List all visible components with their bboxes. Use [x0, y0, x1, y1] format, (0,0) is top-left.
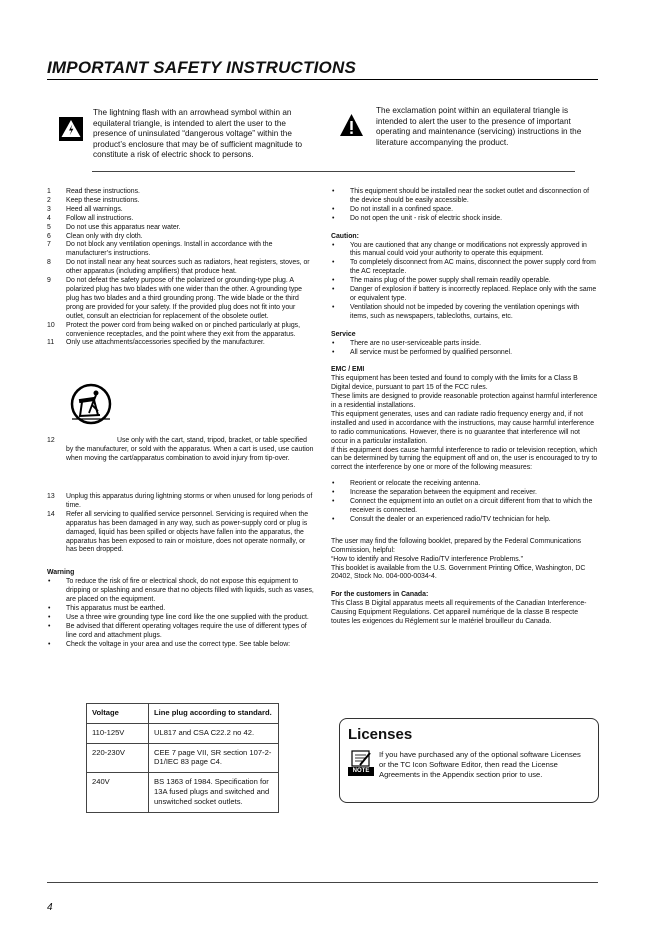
list-item — [47, 277, 314, 322]
voltage-table — [86, 703, 279, 813]
instructions-list-cont — [47, 493, 314, 555]
list-item — [47, 215, 314, 224]
instructions-list — [47, 188, 314, 348]
bullet-item — [331, 259, 598, 277]
lightning-icon — [59, 117, 83, 146]
item-text: Do not open the unit - risk of electric shock inside. — [350, 214, 503, 222]
exclamation-symbol-text: The exclamation point within an equilateral triangle is intended to alert the user to the presence of important operating and maintenance (servicing) instructions in the literature accompanying the product. — [376, 106, 582, 147]
item-text: Do not block any ventilation openings. Install in accordance with the manufacturer’s instructions. — [66, 241, 273, 258]
table-cell: 240V — [87, 773, 149, 812]
warning-list — [47, 578, 314, 649]
list-item — [47, 511, 314, 556]
bullet-item — [47, 578, 314, 605]
item-text: Be advised that different operating voltages require the use of different types of line cord and attachment plugs. — [66, 622, 307, 639]
bullet-item — [331, 188, 598, 206]
table-row — [87, 743, 279, 773]
item-number: 11 — [47, 339, 55, 347]
right-column — [331, 188, 598, 627]
item-text: Do not defeat the safety purpose of the polarized or grounding-type plug. A polarized plug has two blades with one wider than the other. A grounding type plug has two blades and a third grounding prong. The wide blade or the third prong are provided for your safety. If the provided plug does not fit into your outlet, consult an electrician for replacement of the obsolete outlet. — [66, 277, 302, 320]
emc-heading: EMC / EMI — [331, 366, 365, 374]
bullet-item — [331, 498, 598, 516]
item-number: 14 — [47, 510, 55, 518]
caution-list — [331, 242, 598, 322]
table-cell: 110-125V — [87, 723, 149, 743]
list-item — [47, 322, 314, 340]
emc-paragraph: This equipment has been tested and found to comply with the limits for a Class B Digital device, pursuant to part 15 of the FCC rules. — [331, 375, 578, 392]
list-item — [47, 206, 314, 215]
item-number: 5 — [47, 223, 51, 231]
booklet-title: “How to identify and Resolve Radio/TV interference Problems.” — [331, 555, 523, 563]
item-text: All service must be performed by qualified personnel. — [350, 348, 513, 356]
item-text: Connect the equipment into an outlet on a circuit different from that to which the receiver is connected. — [350, 498, 593, 514]
bullet-item — [331, 242, 598, 260]
item-text: Ventilation should not be impeded by covering the ventilation openings with items, such as newspapers, tablecloths, curtains, etc. — [350, 303, 580, 320]
bullet-item — [47, 614, 314, 623]
instruction-12 — [47, 437, 314, 464]
item-text: Do not install near any heat sources such as radiators, heat registers, stoves, or other apparatus (including amplifiers) that produce heat. — [66, 259, 310, 276]
list-item — [47, 224, 314, 233]
item-number: 10 — [47, 321, 55, 329]
bullet-item — [331, 277, 598, 286]
list-item — [47, 241, 314, 259]
bullet-mark: • — [332, 303, 335, 311]
item-text: Do not install in a confined space. — [350, 205, 454, 213]
item-text: Use a three wire grounding type line cord like the one supplied with the product. — [66, 613, 309, 621]
item-text: Read these instructions. — [66, 188, 140, 195]
bullet-item — [331, 286, 598, 304]
list-item — [47, 197, 314, 206]
canada-heading: For the customers in Canada: — [331, 591, 429, 599]
item-number: 12 — [47, 437, 55, 444]
item-number: 7 — [47, 241, 51, 249]
page-title: IMPORTANT SAFETY INSTRUCTIONS — [47, 58, 356, 77]
licenses-title: Licenses — [348, 726, 413, 743]
bullet-item — [331, 215, 598, 224]
item-text: Refer all servicing to qualified service personnel. Servicing is required when the apparatus has been damaged in any way, such as power-supply cord or plug is damaged, liquid has been spilled or objects have fallen into the apparatus, the apparatus has been exposed to rain or moisture, does not operate normally, or has been dropped. — [66, 510, 309, 554]
licenses-text: If you have purchased any of the optional software Licenses or the TC Icon Software Editor, then read the License Agreements in the Appendix section prior to use. — [379, 750, 581, 779]
list-item — [47, 339, 314, 348]
exclamation-icon — [339, 113, 364, 142]
list-item — [47, 493, 314, 511]
item-text: Keep these instructions. — [66, 196, 140, 204]
bullet-mark: • — [332, 188, 335, 195]
item-number: 1 — [47, 188, 51, 195]
bullet-item — [331, 206, 598, 215]
item-text: You are cautioned that any change or modifications not expressly approved in this manual could void your authority to operate this equipment. — [350, 241, 587, 258]
item-number: 13 — [47, 493, 55, 500]
item-text: Clean only with dry cloth. — [66, 232, 143, 240]
bullet-item — [47, 605, 314, 614]
item-text: This apparatus must be earthed. — [66, 604, 166, 612]
item-text: To completely disconnect from AC mains, disconnect the power supply cord from the AC receptacle. — [350, 259, 596, 276]
bullet-item — [331, 489, 598, 498]
emc-measures-list — [331, 480, 598, 525]
bullet-mark: • — [332, 489, 335, 497]
bullet-mark: • — [48, 604, 51, 612]
table-header-row — [87, 704, 279, 724]
bullet-mark: • — [332, 277, 335, 285]
table-cell: UL817 and CSA C22.2 no 42. — [149, 723, 279, 743]
bullet-item — [331, 304, 598, 322]
caution-heading: Caution: — [331, 232, 359, 240]
table-header: Line plug according to standard. — [149, 704, 279, 724]
item-text: This equipment should be installed near the socket outlet and disconnection of the device should be easily accessible. — [350, 188, 590, 204]
item-text: Check the voltage in your area and use the correct type. See table below: — [66, 640, 291, 648]
service-list — [331, 340, 598, 358]
note-label: NOTE — [352, 768, 370, 774]
licenses-box — [339, 718, 599, 803]
booklet-paragraph: This booklet is available from the U.S. Government Printing Office, Washington, DC 20402, Stock No. 004-000-0034-4. — [331, 564, 586, 581]
item-text: The mains plug of the power supply shall remain readily operable. — [350, 277, 551, 285]
table-cell: BS 1363 of 1984. Specification for 13A fused plugs and switched and unswitched socket outlets. — [149, 773, 279, 812]
item-text: Danger of explosion if battery is incorrectly replaced. Replace only with the same or equivalent type. — [350, 286, 597, 302]
warning-heading: Warning — [47, 569, 75, 577]
bullet-mark: • — [332, 498, 335, 506]
installation-list — [331, 188, 598, 224]
list-item — [47, 259, 314, 277]
item-text: Use only with the cart, stand, tripod, bracket, or table specified by the manufacturer, or sold with the apparatus. When a cart is used, use caution when moving the cart/apparatus combination to avoid injury from tip-over. — [66, 437, 314, 462]
item-text: Consult the dealer or an experienced radio/TV technician for help. — [350, 515, 551, 523]
item-text: Heed all warnings. — [66, 205, 123, 213]
item-text: Reorient or relocate the receiving antenna. — [350, 480, 481, 488]
bullet-mark: • — [332, 205, 335, 213]
bullet-item — [47, 623, 314, 641]
bullet-mark: • — [332, 339, 335, 347]
bullet-mark: • — [332, 348, 335, 356]
item-text: Unplug this apparatus during lightning storms or when unused for long periods of time. — [66, 493, 313, 509]
bullet-item — [47, 641, 314, 650]
table-cell: 220-230V — [87, 743, 149, 773]
item-text: To reduce the risk of fire or electrical shock, do not expose this equipment to dripping or splashing and ensure that no objects filled with liquids, such as vases, are placed on the equipment. — [66, 578, 314, 604]
booklet-paragraph: The user may find the following booklet, prepared by the Federal Communications Commission, helpful: — [331, 537, 582, 554]
bullet-item — [331, 480, 598, 489]
list-item — [47, 188, 314, 197]
item-text: Follow all instructions. — [66, 214, 134, 222]
bullet-mark: • — [332, 214, 335, 222]
bullet-item — [331, 516, 598, 525]
item-number: 9 — [47, 277, 51, 285]
item-number: 8 — [47, 259, 51, 267]
item-number: 3 — [47, 205, 51, 213]
emc-paragraph: If this equipment does cause harmful interference to radio or television reception, which can be determined by turning the equipment off and on, the user is encouraged to try to correct the interference by one or more of the following measures: — [331, 446, 598, 472]
item-number: 4 — [47, 214, 51, 222]
page-number: 4 — [47, 902, 53, 913]
bullet-mark: • — [48, 578, 51, 586]
table-row — [87, 773, 279, 812]
emc-paragraph: These limits are designed to provide reasonable protection against harmful interference in a residential installations. — [331, 393, 598, 410]
table-cell: CEE 7 page VII, SR section 107-2-D1/IEC 83 page C4. — [149, 743, 279, 773]
bullet-item — [331, 340, 598, 349]
footer-rule — [47, 882, 598, 883]
item-text: Increase the separation between the equipment and receiver. — [350, 489, 537, 497]
bullet-mark: • — [332, 286, 335, 294]
table-header: Voltage — [87, 704, 149, 724]
left-column — [47, 188, 314, 348]
lightning-symbol-text: The lightning flash with an arrowhead symbol within an equilateral triangle, is intended to alert the user to the presence of uninsulated “dangerous voltage” within the product’s enclosure that may be of sufficient magnitude to constitute a risk of electric shock to persons. — [93, 108, 303, 160]
canada-text: This Class B Digital apparatus meets all requirements of the Canadian Interference-Causing Equipment Regulations. Cet appareil numérique de la classe B respecte toutes les exigences du Réglement sur le matériel brouilleur du Canada. — [331, 600, 587, 626]
bullet-mark: • — [48, 640, 51, 648]
item-number: 2 — [47, 196, 51, 204]
bullet-mark: • — [332, 480, 335, 488]
table-row — [87, 723, 279, 743]
bullet-mark: • — [48, 622, 51, 630]
item-text: There are no user-serviceable parts inside. — [350, 339, 481, 347]
item-text: Do not use this apparatus near water. — [66, 223, 181, 231]
bullet-item — [331, 349, 598, 358]
item-text: Only use attachments/accessories specified by the manufacturer. — [66, 339, 265, 347]
bullet-mark: • — [332, 259, 335, 267]
note-icon — [348, 750, 374, 781]
bullet-mark: • — [332, 515, 335, 523]
emc-paragraph: This equipment generates, uses and can radiate radio frequency energy and, if not installed and used in accordance with the instructions, may cause harmful interference to radio communications. However, there is no guarantee that interference will not occur in a particular installation. — [331, 410, 595, 445]
list-item — [47, 233, 314, 242]
left-lower — [47, 493, 314, 650]
bullet-mark: • — [332, 241, 335, 249]
item-number: 6 — [47, 232, 51, 240]
title-rule — [47, 79, 598, 80]
section-divider — [92, 171, 575, 172]
service-heading: Service — [331, 330, 356, 338]
bullet-mark: • — [48, 613, 51, 621]
cart-tipover-icon — [68, 383, 114, 430]
item-text: Protect the power cord from being walked on or pinched particularly at plugs, convenience receptacles, and the point where they exit from the apparatus. — [66, 321, 301, 338]
